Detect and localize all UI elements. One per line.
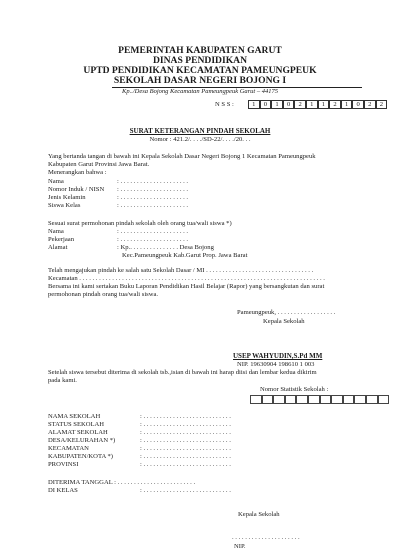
student-field-value: : . . . . . . . . . . . . . . . . . . . . . — [117, 202, 189, 209]
nss-digit: 1 — [341, 100, 353, 109]
transfer-line-1: Telah mengajukan pindah ke salah satu Sekolah Dasar / MI . . . . . . . . . . . . . . . . . . . . . . . . . . . . . . . . . — [48, 267, 314, 274]
kop-line-3: UPTD PENDIDIKAN KECAMATAN PAMEUNGPEUK — [83, 65, 317, 76]
receiver-role: Kepala Sekolah — [238, 511, 280, 518]
kop-line-2: DINAS PENDIDIKAN — [152, 55, 248, 66]
school-field-label: PROVINSI — [48, 461, 79, 468]
school-field-value: : . . . . . . . . . . . . . . . . . . . . . . . . . . . — [140, 421, 231, 428]
school-stat-cell — [366, 395, 378, 404]
headmaster-nip: NIP. 19630904 198610 1 003 — [237, 361, 315, 368]
sign-role: Kepala Sekolah — [263, 318, 305, 325]
school-field-value: : . . . . . . . . . . . . . . . . . . . . . . . . . . . — [140, 453, 231, 460]
student-field-label: Siswa Kelas — [48, 202, 81, 209]
school-stat-cell — [354, 395, 366, 404]
school-field-label: STATUS SEKOLAH — [48, 421, 105, 428]
nss-digit: 1 — [271, 100, 283, 109]
school-field-label: ALAMAT SEKOLAH — [48, 429, 108, 436]
school-field-label: DESA/KELURAHAN *) — [48, 437, 116, 444]
receiver-name-dots: . . . . . . . . . . . . . . . . . . . . . — [232, 534, 300, 541]
nss-digit: 2 — [376, 100, 388, 109]
school-field-value: : . . . . . . . . . . . . . . . . . . . . . . . . . . . — [140, 437, 231, 444]
school-field-label: NAMA SEKOLAH — [48, 413, 101, 420]
nss-digit: 1 — [318, 100, 330, 109]
sign-place-date: Pameungpeuk, . . . . . . . . . . . . . . . . . . — [237, 309, 336, 316]
parent-field-value: : . . . . . . . . . . . . . . . . . . . . . — [117, 236, 189, 243]
student-field-label: Nama — [48, 178, 64, 185]
receiver-nip: NIP. — [234, 543, 246, 550]
intro-line-3: Menerangkan bahwa : — [48, 169, 107, 176]
kop-line-4: SEKOLAH DASAR NEGERI BOJONG I — [113, 75, 287, 86]
headmaster-name: USEP WAHYUDIN,S.Pd MM — [233, 352, 323, 360]
transfer-line-2: Kecamatan . . . . . . . . . . . . . . . . . . . . . . . . . . . . . . . . . . . . . . . . . . . . . . . . . . . . . . . . . . . . . . . . . . . . . . . . . . . — [48, 275, 325, 282]
attachment-line-2: permohonan pindah orang tua/wali siswa. — [48, 291, 159, 298]
school-stat-cell — [320, 395, 332, 404]
student-field-value: : . . . . . . . . . . . . . . . . . . . . . — [117, 194, 189, 201]
intro-line-2: Kabupaten Garut Provinsi Jawa Barat. — [48, 161, 150, 168]
nss-digit: 0 — [260, 100, 272, 109]
school-field-value: : . . . . . . . . . . . . . . . . . . . . . . . . . . . — [140, 445, 231, 452]
school-stat-cell — [250, 395, 262, 404]
school-stat-cell — [308, 395, 320, 404]
attachment-line-1: Bersama ini kami sertakan Buku Laporan Pendidikan Hasil Belajar (Rapor) yang bersangkutan dan surat — [48, 283, 325, 290]
school-field-value: : . . . . . . . . . . . . . . . . . . . . . . . . . . . — [140, 461, 231, 468]
class-value: : . . . . . . . . . . . . . . . . . . . . . . . . . . . — [140, 487, 231, 494]
school-stat-cell — [262, 395, 274, 404]
parent-field-label: Pekerjaan — [48, 236, 74, 243]
student-field-label: Jenis Kelamin — [48, 194, 86, 201]
school-field-label: KECAMATAN — [48, 445, 89, 452]
nss-label: N S S : — [215, 101, 234, 108]
student-field-label: Nomor Induk / NISN — [48, 186, 105, 193]
parent-field-value: : Kp.. . . . . . . . . . . . . . . Desa Bojong — [117, 244, 214, 251]
school-field-value: : . . . . . . . . . . . . . . . . . . . . . . . . . . . — [140, 413, 231, 420]
nss-digit: 0 — [283, 100, 295, 109]
nss-digit: 1 — [306, 100, 318, 109]
letter-title: SURAT KETERANGAN PINDAH SEKOLAH — [129, 127, 271, 135]
kop-line-1: PEMERINTAH KABUPATEN GARUT — [118, 45, 282, 56]
school-stat-cell — [343, 395, 355, 404]
school-stat-cell — [378, 395, 390, 404]
address-line-2: Kec.Pameungpeuk Kab.Garut Prop. Jawa Barat — [122, 252, 248, 259]
school-stat-cell — [273, 395, 285, 404]
class-label: DI KELAS — [48, 487, 78, 494]
nss-digit: 1 — [248, 100, 260, 109]
parent-intro: Sesuai surat permohonan pindah sekolah oleh orang tua/wali siswa *) — [48, 220, 232, 227]
student-field-value: : . . . . . . . . . . . . . . . . . . . . . — [117, 186, 189, 193]
nss-digit: 0 — [352, 100, 364, 109]
followup-line-2: pada kami. — [48, 377, 77, 384]
kop-address: Kp../Desa Bojong Kecamatan Pameungpeuk Garut – 44175 — [122, 88, 278, 95]
received-date: DITERIMA TANGGAL : . . . . . . . . . . . . . . . . . . . . . . . . — [48, 479, 196, 486]
intro-line-1: Yang bertanda tangan di bawah ini Kepala Sekolah Dasar Negeri Bojong 1 Kecamatan Pameungpeuk — [48, 153, 316, 160]
school-stat-label: Nomor Statistik Sekolah : — [260, 386, 329, 393]
nss-digit: 2 — [329, 100, 341, 109]
school-field-value: : . . . . . . . . . . . . . . . . . . . . . . . . . . . — [140, 429, 231, 436]
school-stat-cell — [331, 395, 343, 404]
parent-field-value: : . . . . . . . . . . . . . . . . . . . . . — [117, 228, 189, 235]
followup-line-1: Setelah siswa tersebut diterima di sekolah tsb.,isian di bawah ini harap diisi dan lembar kedua dikirim — [48, 369, 317, 376]
school-stat-cell — [285, 395, 297, 404]
letter-number: Nomor : 421.2/. . . ./SD-22/. . . ./20. . . — [149, 136, 251, 143]
parent-field-label: Alamat — [48, 244, 68, 251]
nss-digit: 2 — [364, 100, 376, 109]
student-field-value: : . . . . . . . . . . . . . . . . . . . . . — [117, 178, 189, 185]
parent-field-label: Nama — [48, 228, 64, 235]
school-field-label: KABUPATEN/KOTA *) — [48, 453, 113, 460]
school-stat-cell — [296, 395, 308, 404]
nss-digit: 2 — [294, 100, 306, 109]
